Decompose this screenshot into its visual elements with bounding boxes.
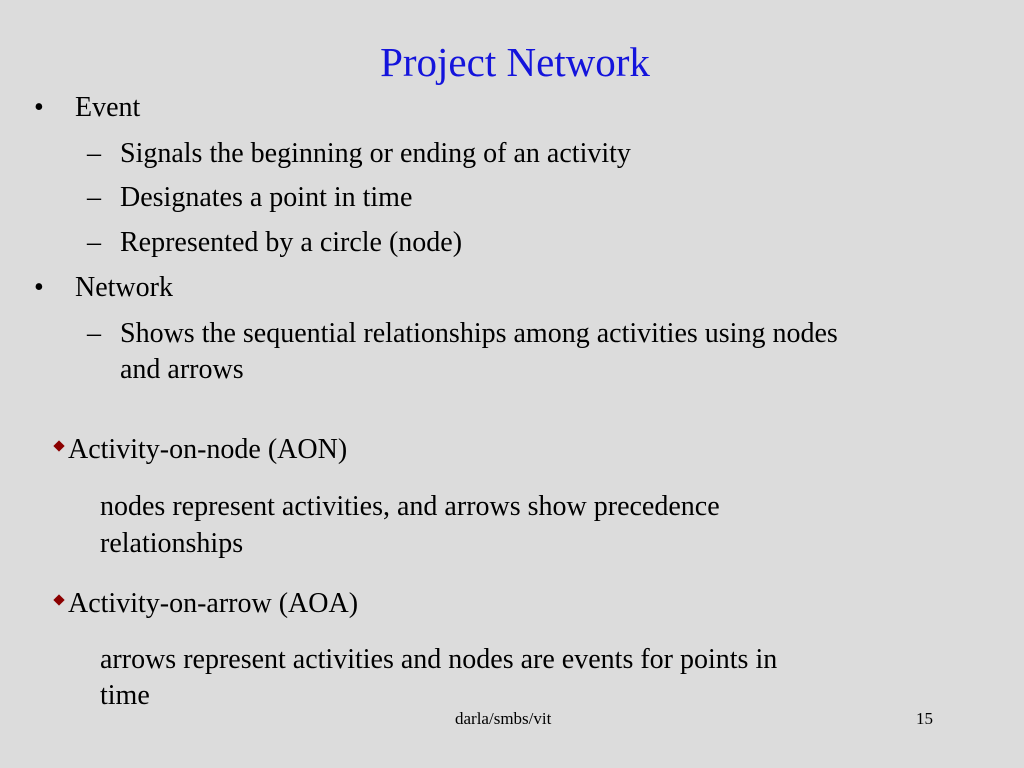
sub-bullet-text: Designates a point in time bbox=[120, 182, 413, 213]
sub-bullet-text: Signals the beginning or ending of an activity bbox=[120, 138, 631, 169]
aoa-description-line2: time bbox=[100, 680, 150, 711]
slide-title: Project Network bbox=[380, 39, 650, 85]
footer-credit: darla/smbs/vit bbox=[455, 709, 552, 728]
aon-description-line1: nodes represent activities, and arrows show precedence bbox=[100, 491, 720, 522]
aon-label: Activity-on-node (AON) bbox=[68, 434, 348, 465]
diamond-bullet-icon bbox=[53, 594, 64, 605]
sub-bullet-text: Shows the sequential relationships among activities using nodes bbox=[120, 318, 838, 349]
sub-bullet-marker: – bbox=[87, 227, 101, 258]
bullet-marker: • bbox=[34, 272, 44, 303]
sub-bullet-continuation: and arrows bbox=[120, 354, 244, 385]
aoa-label: Activity-on-arrow (AOA) bbox=[68, 588, 359, 619]
bullet-event-label: Event bbox=[75, 92, 141, 123]
bullet-network-label: Network bbox=[75, 272, 173, 303]
sub-bullet-marker: – bbox=[87, 138, 101, 169]
sub-bullet-marker: – bbox=[87, 182, 101, 213]
sub-bullet-text: Represented by a circle (node) bbox=[120, 227, 463, 258]
diamond-bullet-icon bbox=[53, 440, 64, 451]
sub-bullet-marker: – bbox=[87, 318, 101, 349]
aon-description-line2: relationships bbox=[100, 528, 244, 559]
page-number: 15 bbox=[916, 709, 933, 728]
aoa-description-line1: arrows represent activities and nodes are events for points in bbox=[100, 644, 778, 675]
bullet-marker: • bbox=[34, 92, 44, 123]
